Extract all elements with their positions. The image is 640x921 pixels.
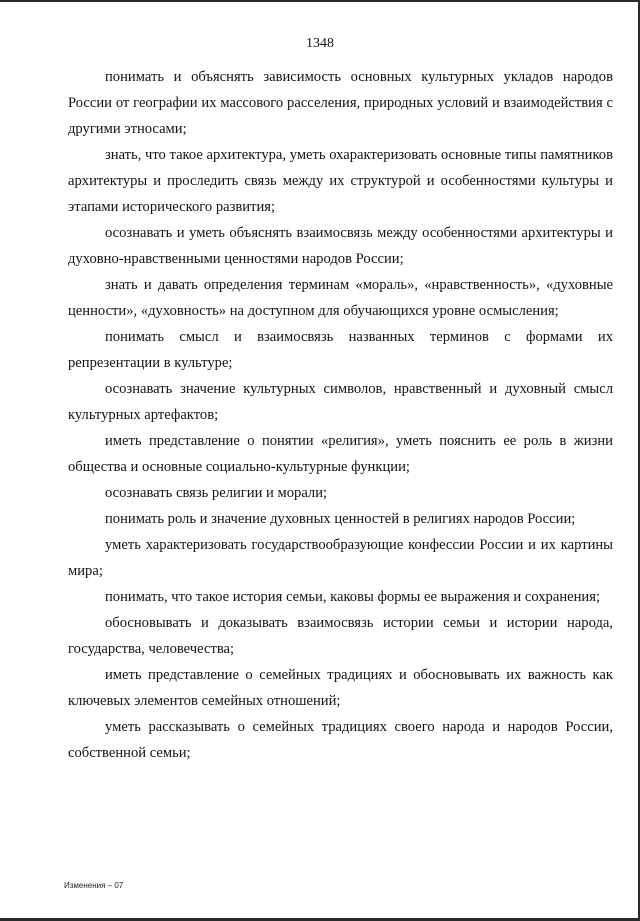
paragraph: понимать роль и значение духовных ценностей в религиях народов России; (105, 511, 576, 527)
paragraph: иметь представление о семейных традициях и обосновывать их важность как ключевых элементов семейных отношений; (68, 667, 613, 709)
paragraph: понимать, что такое история семьи, каковы формы ее выражения и сохранения; (105, 589, 601, 605)
paragraph: уметь характеризовать государствообразующие конфессии России и их картины мира; (68, 537, 613, 579)
footer-note: Изменения – 07 (64, 881, 124, 890)
paragraph: осознавать и уметь объяснять взаимосвязь между особенностями архитектуры и духовно-нравственными ценностями народов России; (68, 225, 613, 267)
paragraph: знать, что такое архитектура, уметь охарактеризовать основные типы памятников архитектуры и проследить связь между их структурой и особенностями культуры и этапами исторического развития; (68, 147, 613, 215)
paragraph: понимать и объяснять зависимость основных культурных укладов народов России от географии их массового расселения, природных условий и взаимодействия с другими этносами; (68, 69, 613, 137)
paragraph: осознавать связь религии и морали; (105, 485, 328, 501)
paragraph: обосновывать и доказывать взаимосвязь истории семьи и истории народа, государства, человечества; (68, 615, 613, 657)
paragraph: понимать смысл и взаимосвязь названных терминов с формами их репрезентации в культуре; (68, 329, 613, 371)
document-body (68, 64, 613, 766)
scan-edge-top (0, 0, 640, 2)
page-number: 1348 (306, 36, 334, 51)
paragraph: осознавать значение культурных символов, нравственный и духовный смысл культурных артефактов; (68, 381, 613, 423)
paragraph: уметь рассказывать о семейных традициях своего народа и народов России, собственной семьи; (68, 719, 613, 761)
paragraph: знать и давать определения терминам «мораль», «нравственность», «духовные ценности», «духовность» на доступном для обучающихся уровне осмысления; (68, 277, 613, 319)
paragraph: иметь представление о понятии «религия», уметь пояснить ее роль в жизни общества и основные социально-культурные функции; (68, 433, 613, 475)
